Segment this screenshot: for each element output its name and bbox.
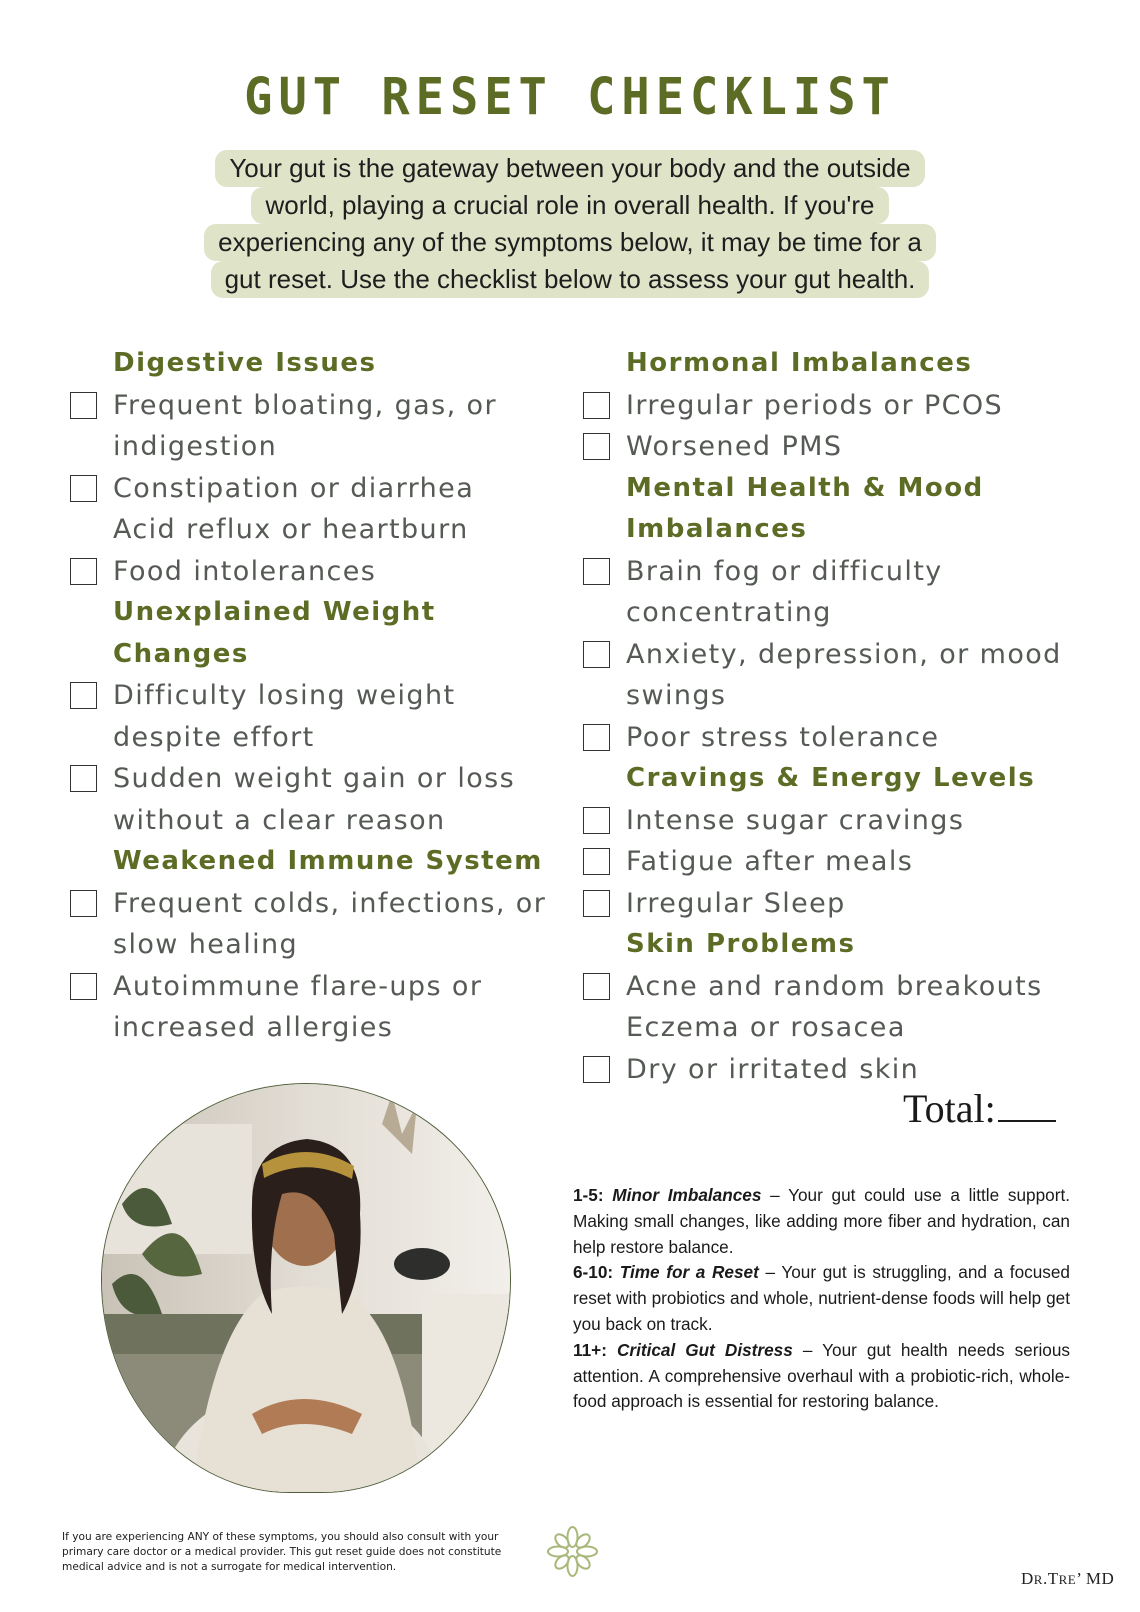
checkbox[interactable] — [70, 682, 97, 709]
photo-illustration — [102, 1084, 510, 1492]
brand-signature: DR.TRE’ MD — [1021, 1569, 1115, 1588]
checklist-item: Acid reflux or heartburn — [113, 514, 469, 545]
right-checklist — [583, 343, 1103, 1090]
checkbox[interactable] — [70, 973, 97, 1000]
checkbox[interactable] — [583, 848, 610, 875]
checklist-item: Anxiety, depression, or mood — [583, 634, 1103, 676]
woman-stomach-pain-photo — [101, 1083, 511, 1493]
checklist-item: Eczema or rosacea — [626, 1012, 906, 1043]
checkbox[interactable] — [70, 890, 97, 917]
checkbox[interactable] — [70, 475, 97, 502]
scoring-guide — [573, 1183, 1070, 1415]
checkbox[interactable] — [583, 433, 610, 460]
checkbox[interactable] — [583, 392, 610, 419]
checklist-item: Food intolerances — [70, 551, 540, 593]
section-heading-cravings: Cravings & Energy Levels — [626, 763, 1036, 793]
checklist-item: Acne and random breakouts — [583, 966, 1103, 1008]
checklist-item: Irregular periods or PCOS — [583, 385, 1103, 427]
intro-text — [0, 150, 1140, 298]
checkbox[interactable] — [583, 807, 610, 834]
score-tier: 6-10: Time for a Reset – Your gut is struggling, and a focused reset with probiotics and whole, nutrient-dense foods will help get you back on track. — [573, 1262, 1070, 1334]
checkbox[interactable] — [583, 890, 610, 917]
checklist-item: Dry or irritated skin — [583, 1049, 1103, 1091]
checklist-item: Fatigue after meals — [583, 841, 1103, 883]
checkbox[interactable] — [70, 765, 97, 792]
checklist-item-continued: swings — [626, 680, 727, 711]
checklist-item: Autoimmune flare-ups or — [70, 966, 540, 1008]
section-heading-mental-continued: Imbalances — [626, 514, 808, 544]
left-checklist — [70, 343, 547, 1049]
section-heading-hormonal: Hormonal Imbalances — [626, 348, 973, 378]
checklist-item: Poor stress tolerance — [583, 717, 1103, 759]
checklist-item-continued: increased allergies — [113, 1012, 394, 1043]
total-score-label: Total: — [903, 1085, 1056, 1132]
section-heading-weight: Unexplained Weight — [113, 597, 436, 627]
checklist-item: Worsened PMS — [583, 426, 1103, 468]
checklist-item-continued: slow healing — [113, 929, 299, 960]
checkbox[interactable] — [70, 558, 97, 585]
checklist-item: Intense sugar cravings — [583, 800, 1103, 842]
checklist-item-continued: without a clear reason — [113, 804, 446, 836]
score-tier: 11+: Critical Gut Distress – Your gut health needs serious attention. A comprehensive overhaul with a probiotic-rich, whole-food approach is essential for restoring balance. — [573, 1339, 1070, 1412]
checklist-item: Frequent colds, infections, or — [70, 883, 540, 925]
checklist-item: Constipation or diarrhea — [70, 468, 540, 510]
checklist-item-continued: indigestion — [113, 431, 278, 462]
checkbox[interactable] — [583, 641, 610, 668]
checklist-item: Frequent bloating, gas, or — [70, 385, 540, 427]
section-heading-skin: Skin Problems — [626, 929, 856, 959]
intro-line: experiencing any of the symptoms below, it may be time for a — [204, 224, 936, 261]
total-blank-line[interactable] — [998, 1086, 1056, 1122]
page-title: GUT RESET CHECKLIST — [244, 67, 896, 128]
checklist-item-continued: concentrating — [626, 597, 832, 628]
medical-disclaimer: If you are experiencing ANY of these symptoms, you should also consult with your primary care doctor or a medical provider. This gut reset guide does not constitute medical advice and is not a surrogate for medical intervention. — [62, 1531, 502, 1573]
score-tier: 1-5: Minor Imbalances – Your gut could use a little support. Making small changes, like adding more fiber and hydration, can help restore balance. — [573, 1185, 1070, 1257]
checklist-item: Irregular Sleep — [583, 883, 1103, 925]
section-heading-digestive: Digestive Issues — [113, 348, 377, 378]
intro-line: gut reset. Use the checklist below to assess your gut health. — [211, 261, 930, 298]
checklist-item-continued: despite effort — [113, 721, 315, 753]
intro-line: world, playing a crucial role in overall health. If you're — [251, 187, 888, 224]
checkbox[interactable] — [70, 392, 97, 419]
checkbox[interactable] — [583, 558, 610, 585]
section-heading-immune: Weakened Immune System — [113, 846, 543, 876]
section-heading-weight-continued: Changes — [113, 638, 249, 669]
checkbox[interactable] — [583, 724, 610, 751]
leaf-logo-icon — [545, 1524, 600, 1579]
checklist-item: Difficulty losing weight — [70, 675, 540, 717]
checklist-item: Brain fog or difficulty — [583, 551, 1103, 593]
intro-line: Your gut is the gateway between your body and the outside — [215, 150, 924, 187]
checklist-item: Sudden weight gain or loss — [70, 758, 540, 800]
section-heading-mental: Mental Health & Mood — [626, 472, 984, 503]
checkbox[interactable] — [583, 1056, 610, 1083]
checkbox[interactable] — [583, 973, 610, 1000]
